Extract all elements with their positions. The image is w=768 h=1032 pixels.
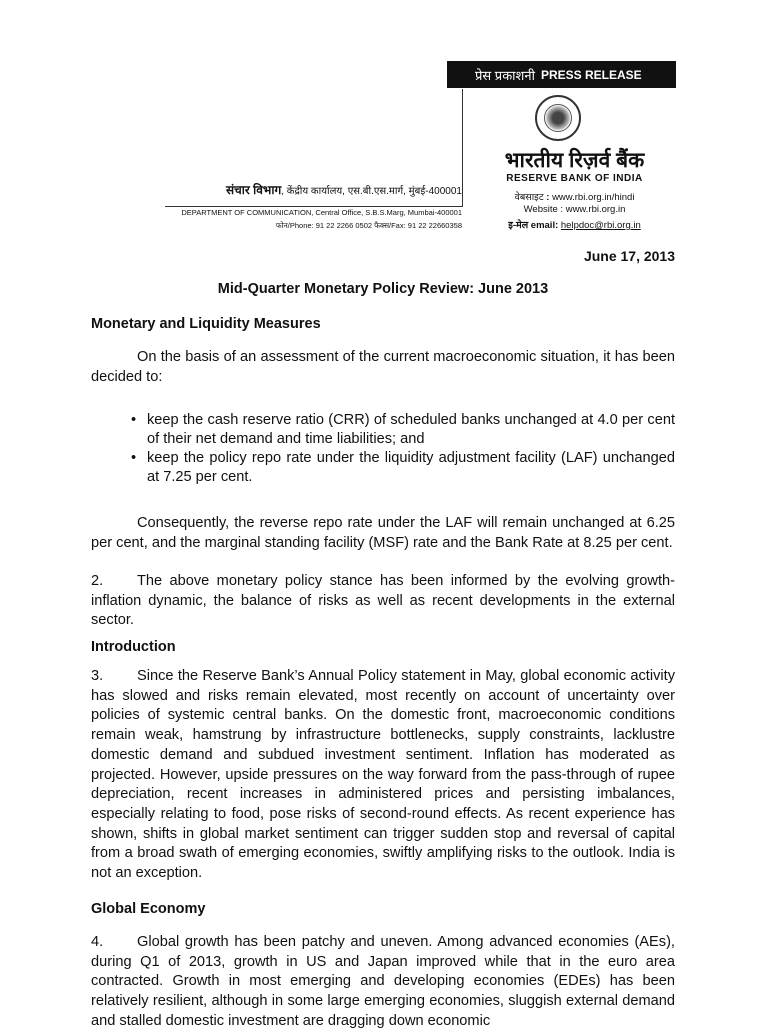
- paragraph-intro-decision: On the basis of an assessment of the current macroeconomic situation, it has been decided to:: [91, 349, 675, 385]
- department-english: DEPARTMENT OF COMMUNICATION, Central Office, S.B.S.Marg, Mumbai-400001: [181, 208, 462, 217]
- paragraph-consequently: Consequently, the reverse repo rate under the LAF will remain unchanged at 6.25 per cent, and the marginal standing facility (MSF) rate and the Bank Rate at 8.25 per cent.: [91, 515, 675, 551]
- bullet-icon: •: [131, 412, 137, 428]
- bullet-repo-text: keep the policy repo rate under the liquidity adjustment facility (LAF) unchanged at 7.25 per cent.: [147, 450, 675, 486]
- paragraph-2: [91, 572, 675, 631]
- department-hindi-name: संचार विभाग: [226, 183, 282, 197]
- header-divider-vertical: [462, 89, 463, 206]
- website-hindi-label: वेबसाइट: [514, 192, 544, 203]
- press-release-banner: [447, 61, 676, 88]
- paragraph-number: 2.: [91, 573, 104, 589]
- paragraph-3-text: Since the Reserve Bank’s Annual Policy statement in May, global economic activity has slowed and risks remain elevated, most recently on account of uncertainty over policies of systemic central banks. On the domestic front, macroeconomic conditions remain weak, hamstrung by infrastructure bottlenecks, supply constraints, lacklustre domestic demand and subdued investment sentiment. Inflation has moderated as projected. However, upside pressures on the way forward from the pass-through of rupee depreciation, recent increases in administered prices and persisting imbalances, especially relating to food, pose risks of second-round effects. As recent experience has shown, shifts in global market sentiment can trigger sudden stop and reversal of capital from a broad swath of emerging economies, swiftly amplifying risks to the outlook. India is not an exception.: [91, 668, 675, 882]
- bullet-repo: [131, 449, 675, 488]
- email-line: [487, 218, 662, 231]
- website-hindi-link[interactable]: www.rbi.org.in/hindi: [552, 192, 635, 203]
- website-line: Website : www.rbi.org.in: [523, 204, 626, 215]
- department-hindi: [226, 181, 462, 198]
- paragraph-3: [91, 667, 675, 884]
- email-label: इ-मेल email:: [508, 220, 559, 231]
- bank-name-hindi: भारतीय रिज़र्व बैंक: [504, 149, 645, 172]
- phone-fax: फोन/Phone: 91 22 2266 0502 फैक्स/Fax: 91 22 22660358: [275, 221, 462, 230]
- press-release-hindi: प्रेस प्रकाशनी: [475, 67, 535, 83]
- bullet-crr: [131, 411, 675, 450]
- bullet-icon: •: [131, 450, 137, 466]
- release-date: June 17, 2013: [583, 248, 675, 264]
- paragraph-4-text: Global growth has been patchy and uneven. Among advanced economies (AEs), during Q1 of 2013, growth in US and Japan improved while that in the euro area contracted. Growth in most emerging and developing economies (EDEs) has been relatively resilient, although in some large emerging economies, sluggish external demand and stalled domestic investment are dragging down economic: [91, 934, 675, 1029]
- document-title: Mid-Quarter Monetary Policy Review: June 2013: [217, 281, 549, 297]
- heading-introduction: Introduction: [91, 639, 176, 655]
- paragraph-number: 4.: [91, 934, 104, 950]
- department-hindi-address: , केंद्रीय कार्यालय, एस.बी.एस.मार्ग, मुंबई-400001: [281, 186, 462, 197]
- website-link[interactable]: www.rbi.org.in: [565, 204, 626, 215]
- bullet-crr-text: keep the cash reserve ratio (CRR) of scheduled banks unchanged at 4.0 per cent of their net demand and time liabilities; and: [147, 412, 675, 448]
- email-link[interactable]: helpdoc@rbi.org.in: [560, 220, 641, 231]
- heading-monetary-liquidity: Monetary and Liquidity Measures: [91, 316, 321, 332]
- website-hindi-line: वेबसाइट : www.rbi.org.in/hindi: [514, 192, 635, 203]
- paragraph-number: 3.: [91, 668, 104, 684]
- heading-global-economy: Global Economy: [91, 901, 206, 917]
- paragraph-2-text: The above monetary policy stance has been informed by the evolving growth-inflation dynamic, the balance of risks as well as recent developments in the external sector.: [91, 573, 675, 629]
- press-release-label: PRESS RELEASE: [540, 67, 642, 82]
- paragraph-4: [91, 933, 675, 1032]
- bank-name: RESERVE BANK OF INDIA: [506, 173, 643, 184]
- header-divider-horizontal: [165, 206, 463, 207]
- rbi-seal-logo: [535, 95, 581, 141]
- website-label: Website: [523, 204, 558, 215]
